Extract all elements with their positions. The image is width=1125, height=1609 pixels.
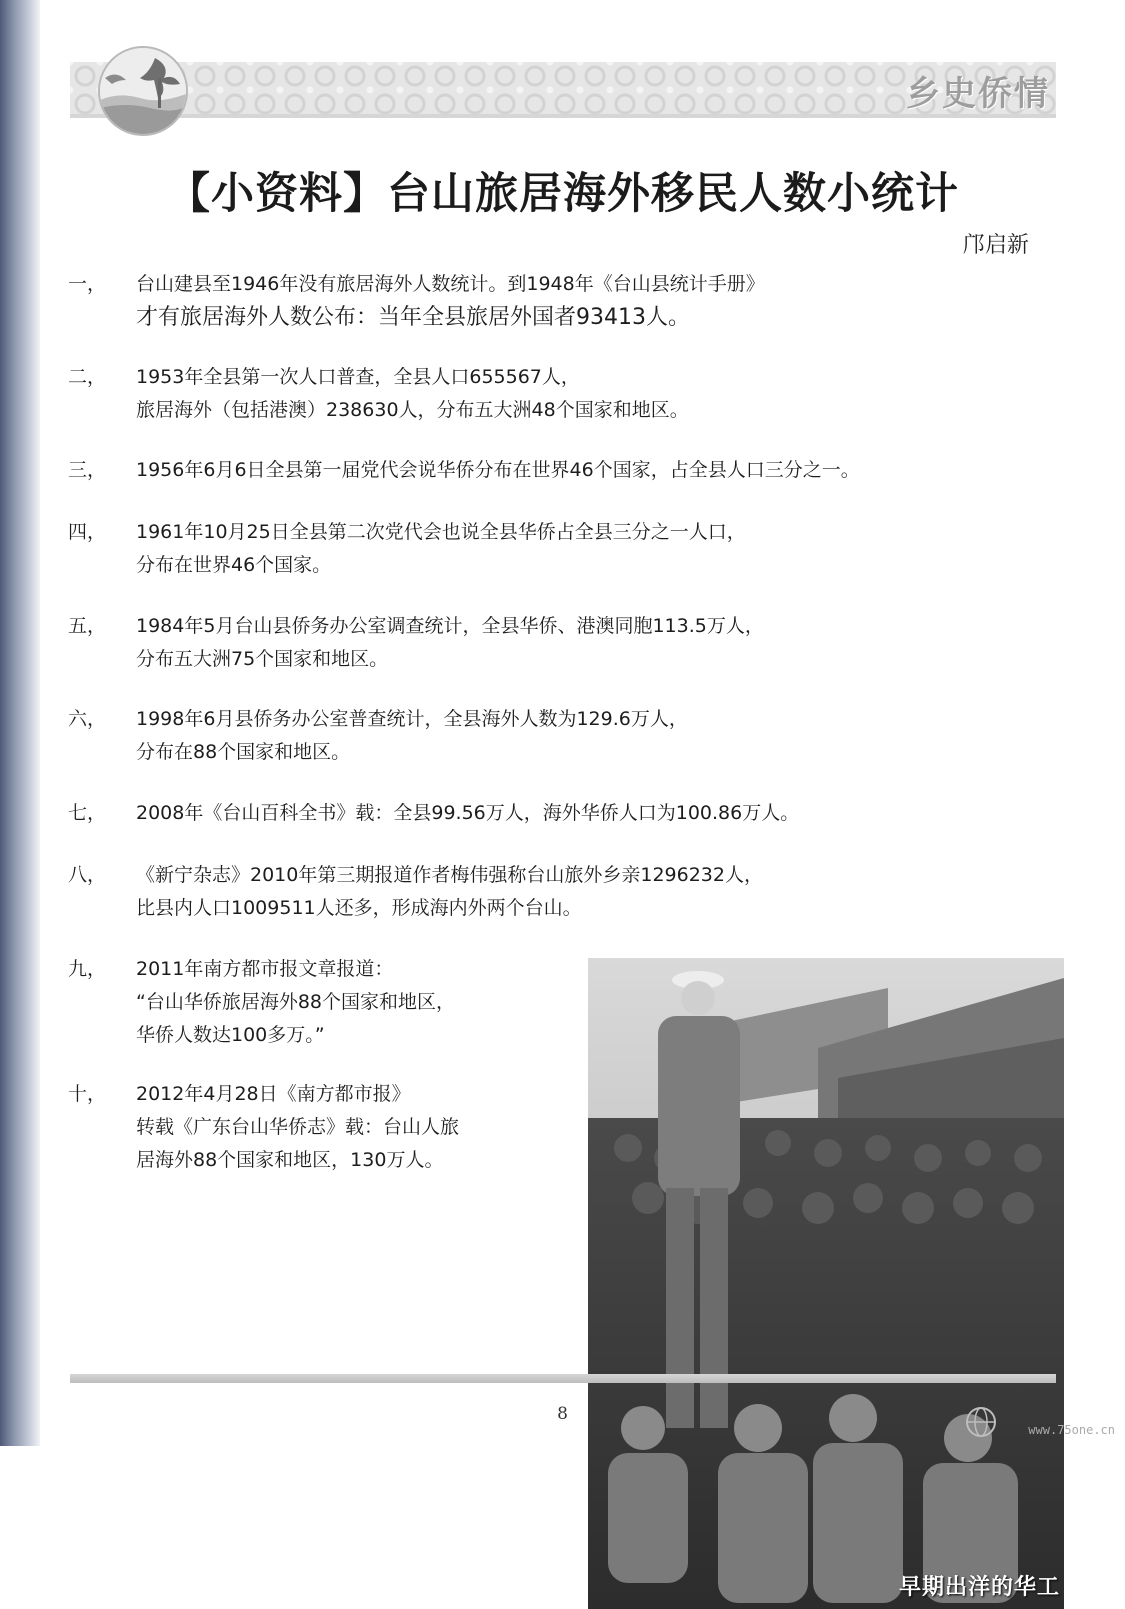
- item-number: 一，: [68, 273, 107, 295]
- item-line: 才有旅居海外人数公布：当年全县旅居外国者93413人。: [136, 305, 690, 330]
- item-line: 转载《广东台山华侨志》载：台山人旅: [136, 1116, 460, 1138]
- item-line: 1956年6月6日全县第一届党代会说华侨分布在世界46个国家，占全县人口三分之一。: [136, 459, 860, 481]
- photo-caption: 早期出洋的华工: [898, 1575, 1060, 1600]
- list-item: [68, 797, 948, 830]
- list-item: [68, 361, 948, 427]
- item-number: 八，: [68, 864, 107, 886]
- item-number: 五，: [68, 615, 107, 637]
- page-title: 【小资料】台山旅居海外移民人数小统计: [167, 169, 959, 219]
- item-line: 分布五大洲75个国家和地区。: [136, 648, 389, 670]
- list-item: [68, 859, 948, 925]
- item-number: 四，: [68, 521, 107, 543]
- item-line: 2011年南方都市报文章报道：: [136, 958, 394, 980]
- watermark-text: www.75one.cn: [1028, 1423, 1115, 1437]
- list-item: [68, 610, 948, 676]
- item-number: 十，: [68, 1083, 107, 1105]
- item-number: 六，: [68, 708, 107, 730]
- item-line: 1953年全县第一次人口普查，全县人口655567人，: [136, 366, 580, 388]
- item-number: 三，: [68, 459, 107, 481]
- item-line: 《新宁杂志》2010年第三期报道作者梅伟强称台山旅外乡亲1296232人，: [136, 864, 763, 886]
- author-name: 邝启新: [962, 233, 1029, 258]
- item-line: 台山建县至1946年没有旅居海外人数统计。到1948年《台山县统计手册》: [136, 273, 765, 295]
- photo-image: [588, 958, 1064, 1609]
- item-line: 1984年5月台山县侨务办公室调查统计，全县华侨、港澳同胞113.5万人，: [136, 615, 764, 637]
- list-item: [68, 454, 948, 487]
- page-binding-edge: [0, 0, 40, 1446]
- item-line: 2008年《台山百科全书》载：全县99.56万人，海外华侨人口为100.86万人。: [136, 802, 800, 824]
- list-item: [68, 1078, 568, 1177]
- footer-divider: [70, 1374, 1056, 1383]
- item-line: 分布在世界46个国家。: [136, 554, 332, 576]
- list-item: [68, 516, 948, 582]
- item-line: 1961年10月25日全县第二次党代会也说全县华侨占全县三分之一人口，: [136, 521, 746, 543]
- historical-photo: [588, 958, 1064, 1609]
- item-line: 分布在88个国家和地区。: [136, 741, 351, 763]
- item-number: 七，: [68, 802, 107, 824]
- item-line: 华侨人数达100多万。”: [136, 1024, 325, 1046]
- page-number: 8: [557, 1404, 568, 1424]
- item-line: “台山华侨旅居海外88个国家和地区，: [136, 991, 456, 1013]
- item-line: 旅居海外（包括港澳）238630人，分布五大洲48个国家和地区。: [136, 399, 689, 421]
- item-number: 二，: [68, 366, 107, 388]
- item-line: 比县内人口1009511人还多，形成海内外两个台山。: [136, 897, 582, 919]
- item-line: 居海外88个国家和地区，130万人。: [136, 1149, 444, 1171]
- landscape-logo-icon: [98, 46, 188, 136]
- section-title: 乡史侨情: [906, 74, 1050, 114]
- item-line: 2012年4月28日《南方都市报》: [136, 1083, 411, 1105]
- item-number: 九，: [68, 958, 107, 980]
- list-item: [68, 953, 568, 1052]
- list-item: [68, 268, 948, 334]
- item-line: 1998年6月县侨务办公室普查统计，全县海外人数为129.6万人，: [136, 708, 688, 730]
- list-item: [68, 703, 948, 769]
